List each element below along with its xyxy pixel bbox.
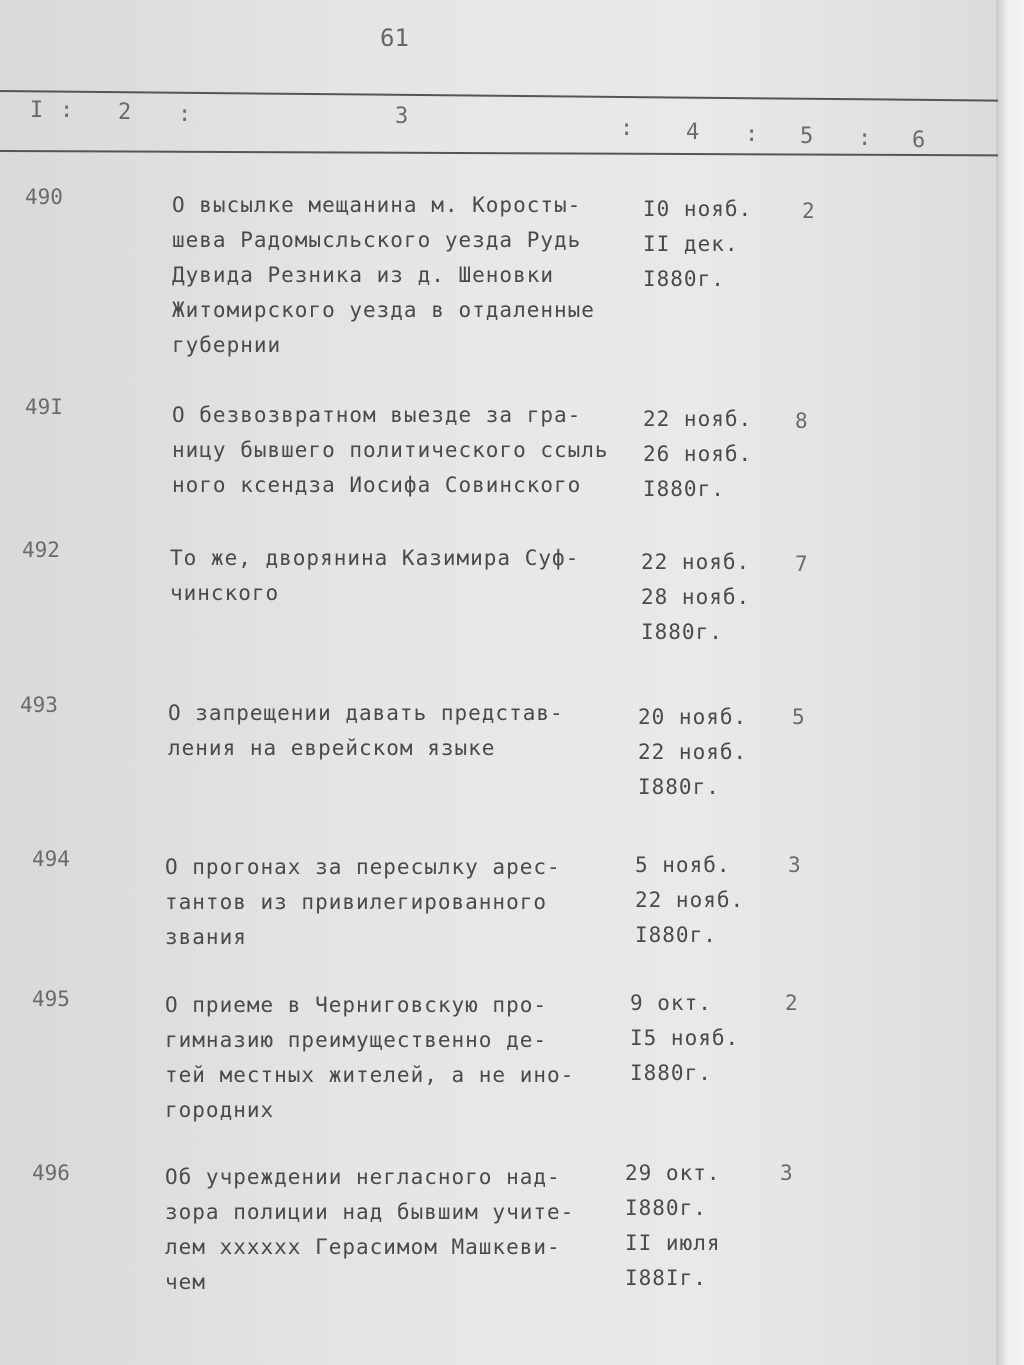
entry-number: 496 — [32, 1161, 70, 1185]
description-line: шева Радомысльского уезда Рудь — [172, 228, 582, 252]
description-line: губернии — [172, 333, 282, 357]
date-line: 26 нояб. — [643, 442, 753, 466]
entry-number: 493 — [20, 693, 58, 717]
entry-number: 492 — [22, 538, 60, 562]
date-line: 5 нояб. — [635, 853, 731, 877]
date-line: II дек. — [643, 232, 739, 256]
date-line: I880г. — [625, 1196, 707, 1220]
entry-dates — [635, 848, 775, 953]
header-col-6: 6 — [912, 128, 926, 153]
date-line: I880г. — [643, 267, 725, 291]
entry-number: 49I — [25, 395, 63, 419]
description-line: О приеме в Черниговскую про- — [165, 993, 548, 1017]
entry-dates — [638, 700, 778, 805]
date-line: 22 нояб. — [638, 740, 748, 764]
entry-sheets: 2 — [802, 199, 815, 223]
entry-description — [170, 541, 640, 611]
header-col-5: 5 — [800, 124, 814, 149]
header-sep-3: : — [620, 116, 634, 141]
entry-dates — [630, 986, 770, 1091]
entry-sheets: 7 — [795, 552, 808, 576]
header-sep-2: : — [178, 102, 192, 127]
description-line: ницу бывшего политического ссыль — [172, 438, 609, 462]
description-line: гимназию преимущественно де- — [165, 1028, 548, 1052]
entry-description — [165, 988, 635, 1128]
entry-description — [172, 398, 642, 503]
description-line: зора полиции над бывшим учите- — [165, 1200, 575, 1224]
entry-dates — [641, 545, 781, 650]
entry-sheets: 5 — [792, 705, 805, 729]
description-line: О высылке мещанина м. Коросты- — [172, 193, 582, 217]
date-line: II июля — [625, 1231, 721, 1255]
date-line: I5 нояб. — [630, 1026, 740, 1050]
entry-description — [165, 1160, 635, 1300]
description-line: звания — [165, 925, 247, 949]
entry-sheets: 2 — [785, 991, 798, 1015]
description-line: чем — [165, 1270, 206, 1294]
date-line: 28 нояб. — [641, 585, 751, 609]
description-line: тей местных жителей, а не ино- — [165, 1063, 575, 1087]
description-line: ного ксендза Иосифа Совинского — [172, 473, 582, 497]
entry-sheets: 3 — [780, 1161, 793, 1185]
date-line: I880г. — [643, 477, 725, 501]
description-line: лем хххххх Герасимом Машкеви- — [165, 1235, 561, 1259]
date-line: 22 нояб. — [643, 407, 753, 431]
description-line: О запрещении давать представ- — [168, 701, 564, 725]
entry-dates — [625, 1156, 765, 1296]
entry-description — [165, 850, 635, 955]
header-col-1: I — [30, 98, 44, 123]
entry-number: 490 — [25, 185, 63, 209]
date-line: 22 нояб. — [641, 550, 751, 574]
date-line: I0 нояб. — [643, 197, 753, 221]
entry-sheets: 3 — [788, 853, 801, 877]
entry-number: 494 — [32, 847, 70, 871]
entry-description — [172, 188, 642, 363]
header-sep-5: : — [858, 126, 872, 151]
header-col-4: 4 — [686, 120, 700, 145]
description-line: городних — [165, 1098, 275, 1122]
entry-number: 495 — [32, 987, 70, 1011]
date-line: I88Iг. — [625, 1266, 707, 1290]
page-edge-shadow — [996, 0, 1024, 1365]
header-col-2: 2 — [118, 100, 132, 125]
entry-dates — [643, 192, 783, 297]
date-line: I880г. — [638, 775, 720, 799]
description-line: О прогонах за пересылку арес- — [165, 855, 561, 879]
description-line: То же, дворянина Казимира Суф- — [170, 546, 580, 570]
header-sep-4: : — [745, 122, 759, 147]
date-line: I880г. — [635, 923, 717, 947]
description-line: Дувида Резника из д. Шеновки — [172, 263, 555, 287]
description-line: чинского — [170, 581, 280, 605]
entry-description — [168, 696, 638, 766]
description-line: тантов из привилегированного — [165, 890, 548, 914]
date-line: 22 нояб. — [635, 888, 745, 912]
description-line: О безвозвратном выезде за гра- — [172, 403, 582, 427]
description-line: Житомирского уезда в отдаленные — [172, 298, 595, 322]
page-number: 61 — [380, 24, 409, 52]
header-col-3: 3 — [395, 104, 409, 129]
entry-sheets: 8 — [795, 409, 808, 433]
date-line: I880г. — [630, 1061, 712, 1085]
header-sep-1: : — [60, 98, 74, 123]
description-line: ления на еврейском языке — [168, 736, 496, 760]
description-line: Об учреждении негласного над- — [165, 1165, 561, 1189]
date-line: 9 окт. — [630, 991, 712, 1015]
date-line: 20 нояб. — [638, 705, 748, 729]
entry-dates — [643, 402, 783, 507]
date-line: 29 окт. — [625, 1161, 721, 1185]
date-line: I880г. — [641, 620, 723, 644]
